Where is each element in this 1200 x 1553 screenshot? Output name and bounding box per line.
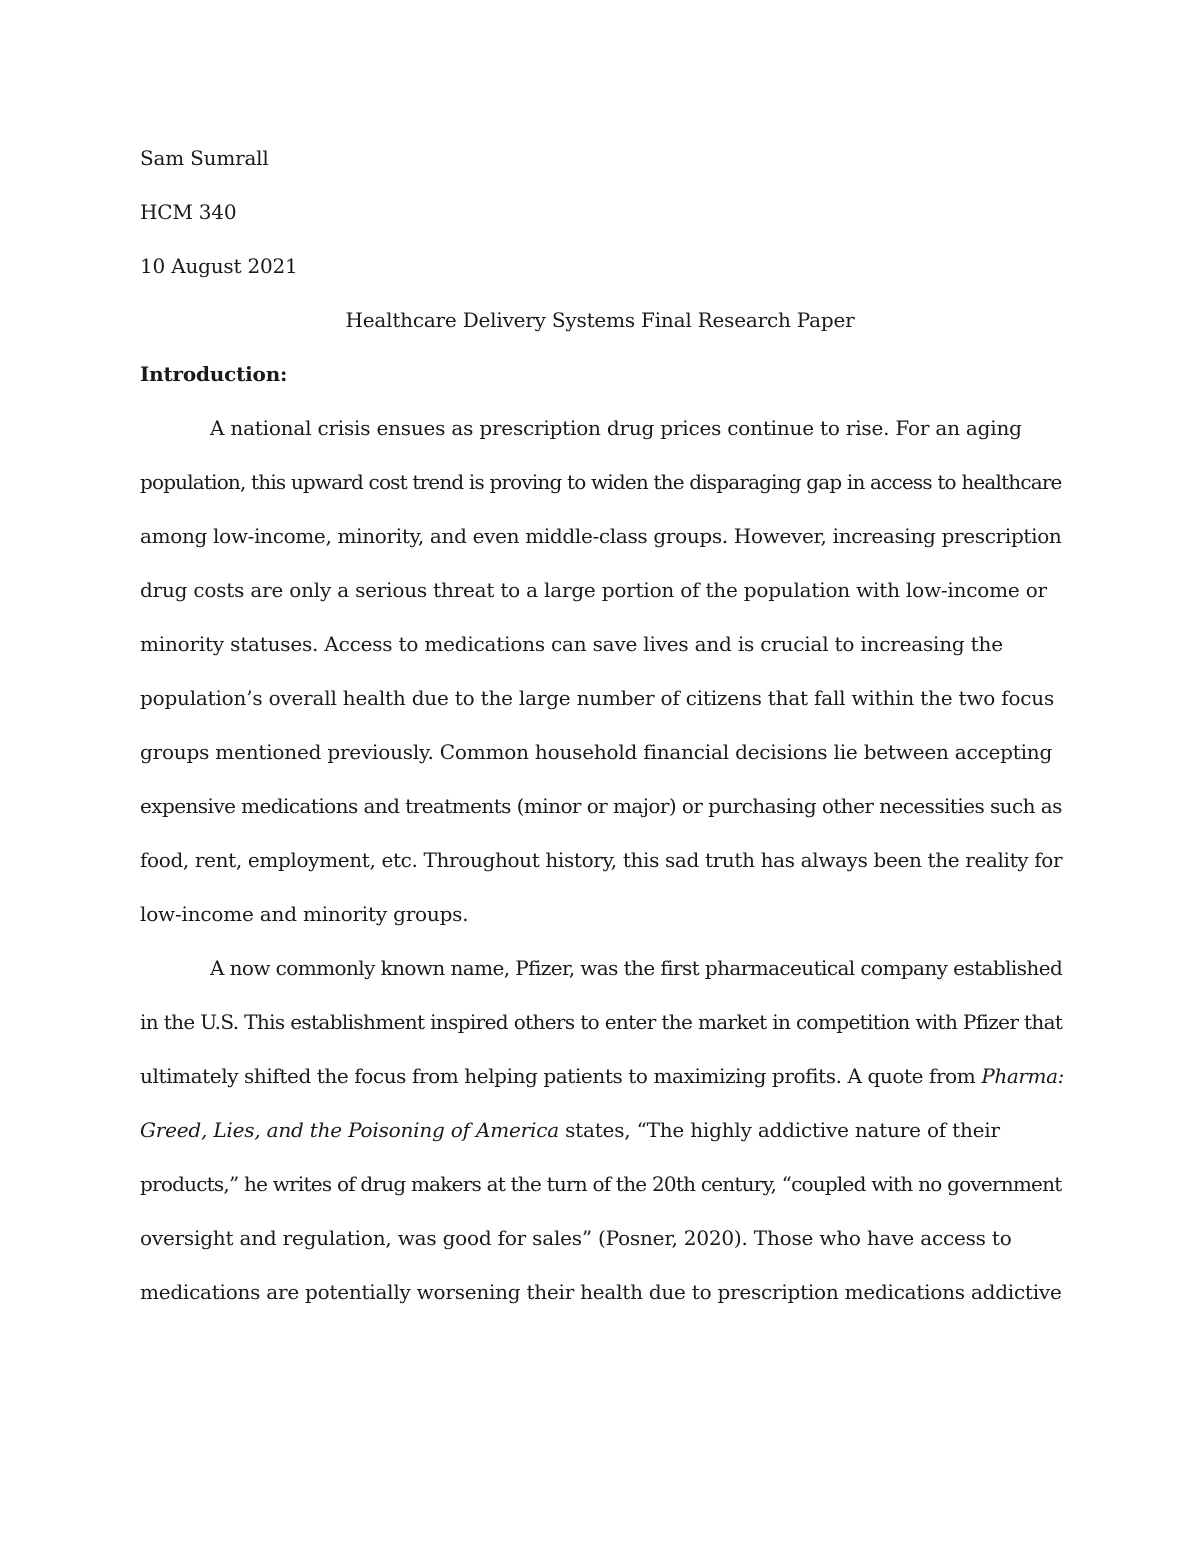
paragraph-1-line-6: population’s overall health due to the large number of citizens that fall within the two focus	[140, 686, 1055, 710]
paragraph-1-line-9: food, rent, employment, etc. Throughout history, this sad truth has always been the reality for	[140, 848, 1063, 872]
paragraph-1-line-3: among low-income, minority, and even middle-class groups. However, increasing prescription	[140, 524, 1062, 548]
paragraph-1-line-4: drug costs are only a serious threat to a large portion of the population with low-income or	[140, 578, 1047, 602]
section-heading: Introduction:	[140, 362, 288, 386]
paragraph-1-line-5: minority statuses. Access to medications can save lives and is crucial to increasing the	[140, 632, 1003, 656]
document-date: 10 August 2021	[140, 254, 298, 278]
paragraph-2-line-2: in the U.S. This establishment inspired others to enter the market in competition with Pfizer that	[140, 1010, 1063, 1034]
book-title-part-2: Greed, Lies, and the Poisoning of America	[140, 1118, 559, 1142]
paragraph-1-line-1: A national crisis ensues as prescription drug prices continue to rise. For an aging	[210, 416, 1022, 440]
paragraph-1-line-8: expensive medications and treatments (minor or major) or purchasing other necessities such as	[140, 794, 1062, 818]
paragraph-1-line-7: groups mentioned previously. Common household financial decisions lie between accepting	[140, 740, 1053, 764]
author-name: Sam Sumrall	[140, 146, 269, 170]
paragraph-2-line-3	[140, 1063, 1064, 1089]
paper-title: Healthcare Delivery Systems Final Research Paper	[345, 308, 855, 332]
paragraph-1-line-10: low-income and minority groups.	[140, 902, 469, 926]
paragraph-2-line-6: oversight and regulation, was good for sales” (Posner, 2020). Those who have access to	[140, 1226, 1012, 1250]
paragraph-2-line-3-text: ultimately shifted the focus from helping patients to maximizing profits. A quote from	[140, 1064, 982, 1088]
paragraph-2-line-7: medications are potentially worsening their health due to prescription medications addictive	[140, 1280, 1062, 1304]
paragraph-1-line-2: population, this upward cost trend is proving to widen the disparaging gap in access to healthcare	[140, 470, 1062, 494]
paragraph-2-line-4	[140, 1117, 1000, 1143]
paragraph-2-line-5: products,” he writes of drug makers at the turn of the 20th century, “coupled with no government	[140, 1172, 1062, 1196]
course-code: HCM 340	[140, 200, 237, 224]
paragraph-2-line-1: A now commonly known name, Pfizer, was the first pharmaceutical company established	[210, 956, 1063, 980]
paragraph-2-line-4-text: states, “The highly addictive nature of their	[558, 1118, 1000, 1142]
book-title-part-1: Pharma:	[981, 1064, 1064, 1088]
